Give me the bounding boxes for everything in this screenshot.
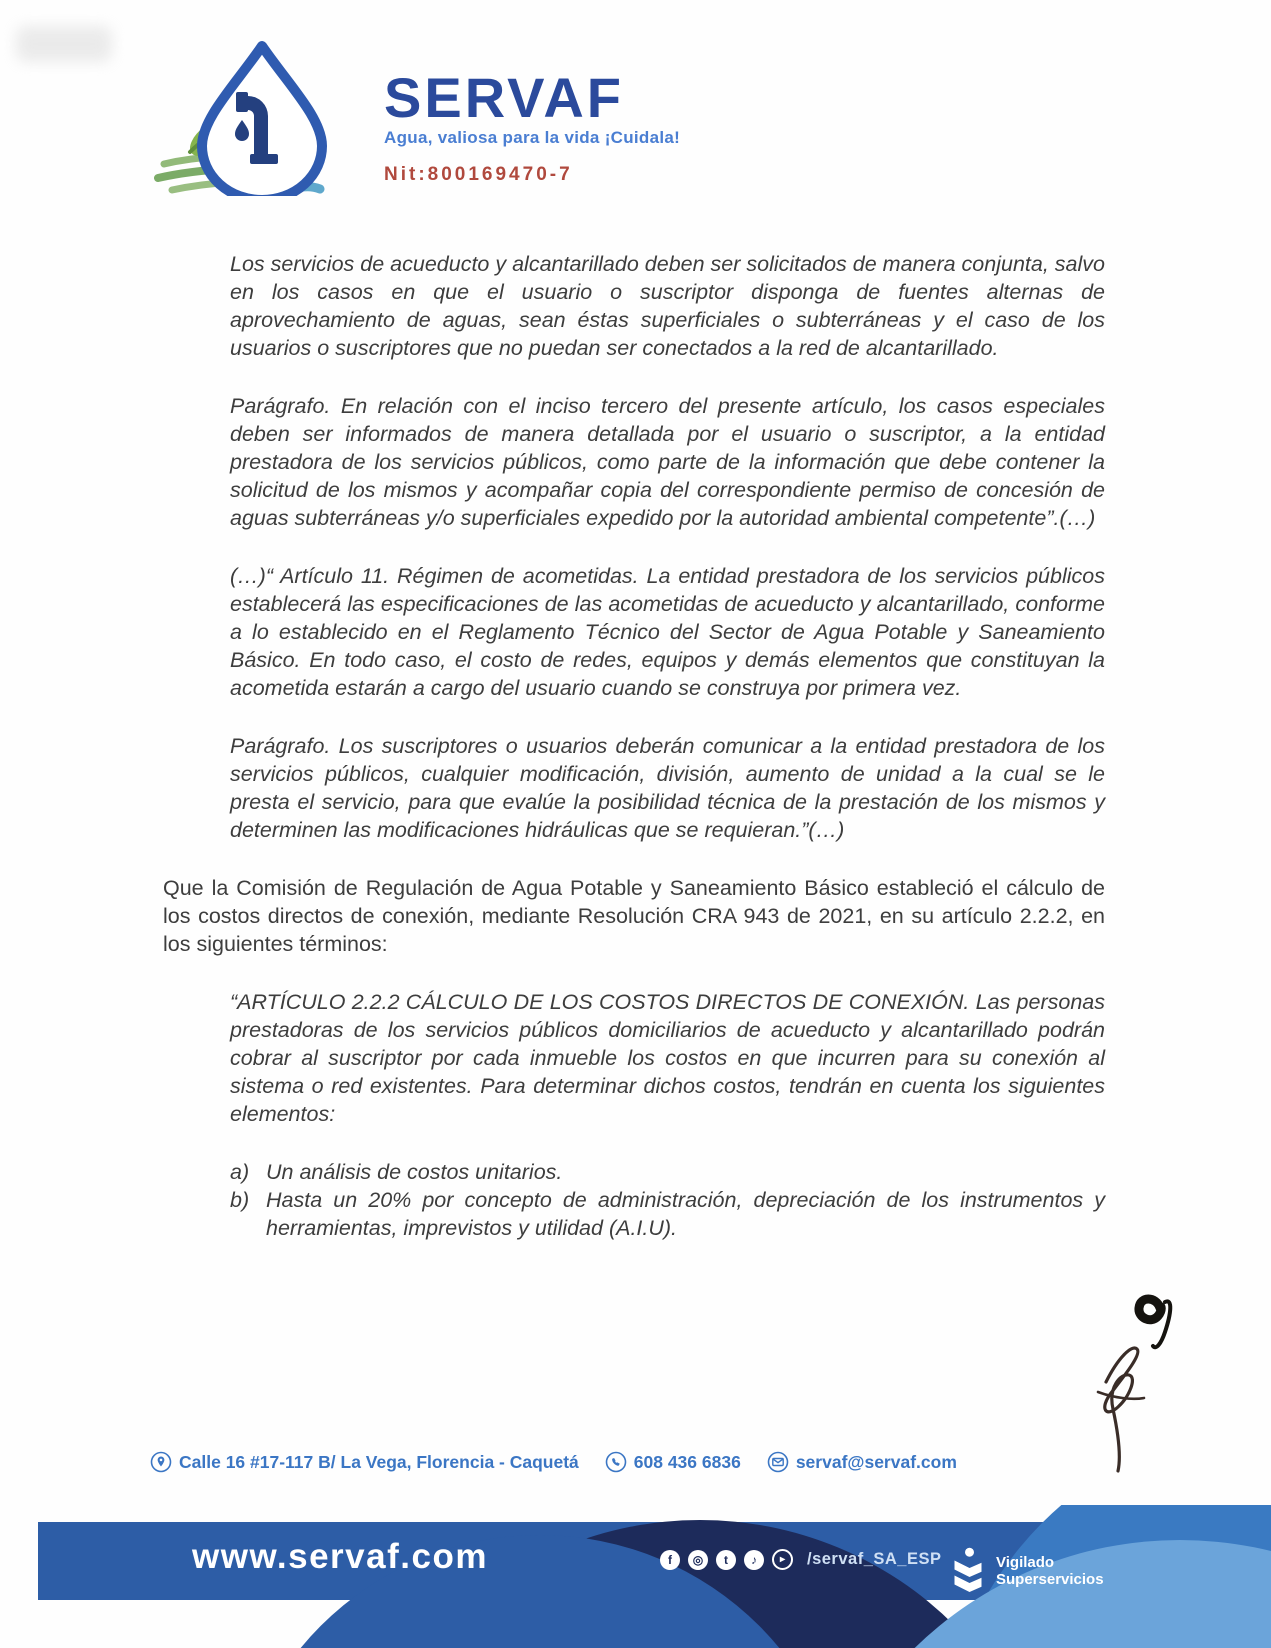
email-item <box>767 1451 957 1473</box>
phone-text: 608 436 6836 <box>633 1451 741 1472</box>
social-handle: /servaf_SA_ESP <box>807 1550 942 1568</box>
email-icon <box>767 1451 789 1473</box>
list-item-text: Hasta un 20% por concepto de administración, depreciación de los instrumentos y herramientas, imprevistos y utilidad (A.I.U). <box>266 1188 1105 1240</box>
list-marker: b) <box>230 1188 250 1212</box>
footer-banner <box>0 1505 1271 1648</box>
handwritten-signature-mark <box>1068 1270 1208 1485</box>
logo-text-block <box>384 66 681 186</box>
instagram-icon: ◎ <box>688 1550 708 1570</box>
website-url: www.servaf.com <box>192 1537 488 1576</box>
regulator-line2: Superservicios <box>996 1571 1104 1588</box>
servaf-logo <box>150 40 680 196</box>
contact-info-line <box>150 1451 1151 1473</box>
vigilado-superservicios-logo <box>950 1547 1104 1595</box>
twitter-icon: t <box>716 1550 736 1570</box>
address-item <box>150 1451 579 1473</box>
scan-artifact <box>16 26 112 62</box>
regulator-label <box>996 1554 1104 1589</box>
list-item-text: Un análisis de costos unitarios. <box>266 1160 563 1184</box>
phone-icon <box>605 1451 627 1473</box>
phone-item <box>605 1451 741 1473</box>
list-item-b <box>230 1186 1105 1242</box>
paragraph-servicios-acueducto: Los servicios de acueducto y alcantarillado deben ser solicitados de manera conjunta, salvo en los casos en que el usuario o suscriptor disponga de fuentes alternas de aprovechamiento de aguas, sean éstas superficiales o subterráneas y el caso de los usuarios o suscriptores que no puedan ser conectados a la red de alcantarillado. <box>230 252 1105 360</box>
location-pin-icon <box>150 1451 172 1473</box>
list-marker: a) <box>230 1160 250 1184</box>
water-drop-faucet-icon <box>150 40 380 196</box>
regulator-line1: Vigilado <box>996 1553 1055 1571</box>
paragraph-articulo-222: “ARTÍCULO 2.2.2 CÁLCULO DE LOS COSTOS DIRECTOS DE CONEXIÓN. Las personas prestadoras de los servicios públicos domiciliarios de acueducto y alcantarillado podrán cobrar al suscriptor por cada inmueble los costos en que incurren para su conexión al sistema o red existentes. Para determinar dichos costos, tendrán en cuenta los siguientes elementos: <box>230 990 1105 1126</box>
address-text: Calle 16 #17-117 B/ La Vega, Florencia - Caquetá <box>179 1451 579 1472</box>
superservicios-icon <box>950 1547 986 1595</box>
list-item-a <box>230 1158 1105 1186</box>
paragraph-comision-regulacion: Que la Comisión de Regulación de Agua Potable y Saneamiento Básico estableció el cálculo de los costos directos de conexión, mediante Resolución CRA 943 de 2021, en su artículo 2.2.2, en los siguientes términos: <box>163 876 1105 956</box>
facebook-icon: f <box>660 1550 680 1570</box>
brand-name: SERVAF <box>384 66 624 129</box>
document-body <box>0 250 1271 1242</box>
youtube-icon: ▸ <box>772 1549 793 1570</box>
paragraph-paragrafo-suscriptores: Parágrafo. Los suscriptores o usuarios deberán comunicar a la entidad prestadora de los servicios públicos, cualquier modificación, división, aumento de unidad a la cual se le presta el servicio, para que evalúe la posibilidad técnica de la prestación de los mismos y determinen las modificaciones hidráulicas que se requieran.”(…) <box>230 734 1105 842</box>
tiktok-icon: ♪ <box>744 1550 764 1570</box>
cost-elements-list <box>230 1158 1105 1242</box>
company-nit: Nit:800169470-7 <box>384 164 573 185</box>
paragraph-paragrafo-inciso-tercero: Parágrafo. En relación con el inciso tercero del presente artículo, los casos especiales deben ser informados de manera detallada por el usuario o suscriptor, a la entidad prestadora de los servicios públicos, como parte de la información que debe contener la solicitud de los mismos y acompañar copia del correspondiente permiso de concesión de aguas subterráneas y/o superficiales expedido por la autoridad ambiental competente”.(…) <box>230 394 1105 530</box>
paragraph-articulo-11: (…)“ Artículo 11. Régimen de acometidas. La entidad prestadora de los servicios públicos establecerá las especificaciones de las acometidas de acueducto y alcantarillado, conforme a lo establecido en el Reglamento Técnico del Sector de Agua Potable y Saneamiento Básico. En todo caso, el costo de redes, equipos y demás elementos que constituyan la acometida estarán a cargo del usuario cuando se construya por primera vez. <box>230 564 1105 700</box>
social-media-row <box>660 1549 942 1570</box>
brand-tagline: Agua, valiosa para la vida ¡Cuidala! <box>384 128 681 147</box>
email-text: servaf@servaf.com <box>795 1451 957 1472</box>
